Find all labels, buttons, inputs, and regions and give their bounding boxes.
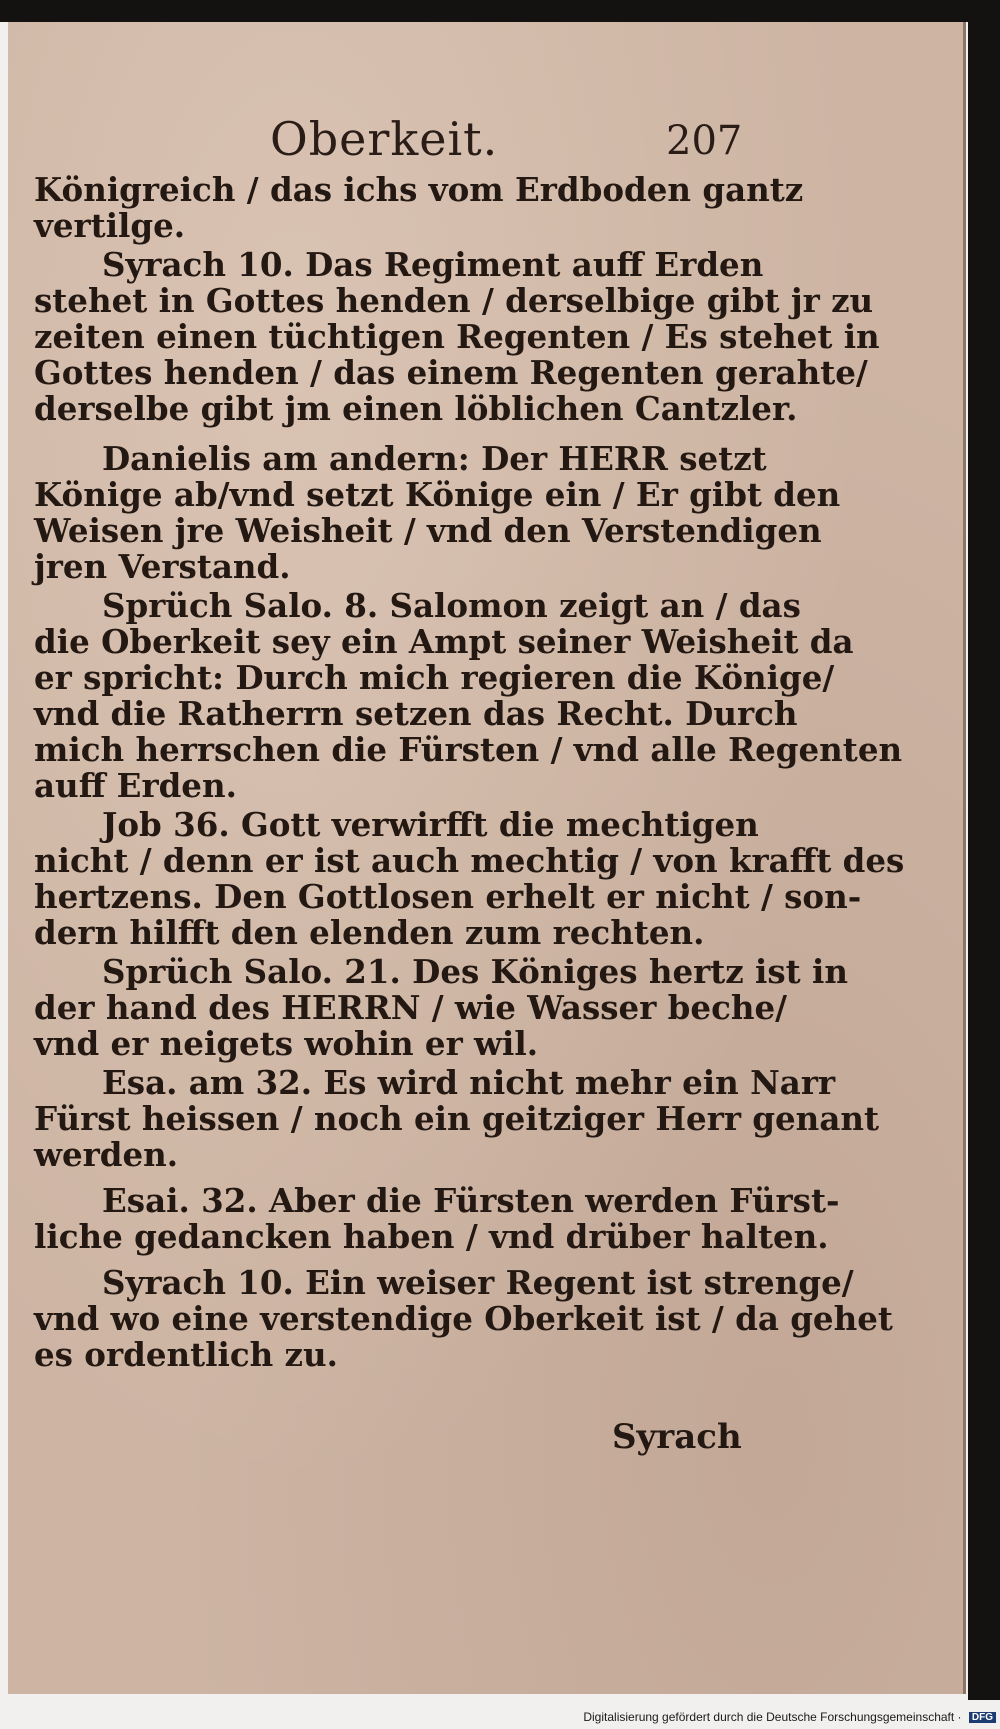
text-line: derselbe gibt jm einen löblichen Cantzler. <box>34 389 798 428</box>
text-line: vnd er neigets wohin er wil. <box>34 1024 539 1063</box>
text-line: vertilge. <box>34 206 186 245</box>
dfg-logo-icon: DFG <box>969 1712 996 1723</box>
catchword: Syrach <box>612 1417 742 1457</box>
text-block <box>34 170 905 1376</box>
text-line: vnd die Ratherrn setzen das Recht. Durch <box>34 694 798 733</box>
paragraph-7 <box>34 1063 880 1174</box>
text-line: Fürst heissen / noch ein geitziger Herr genant <box>34 1099 880 1138</box>
paragraph-3 <box>34 439 841 586</box>
text-line: mich herrschen die Fürsten / vnd alle Regenten <box>34 730 903 769</box>
scan-edge-top <box>0 0 1000 22</box>
text-line: Sprüch Salo. 21. Des Königes hertz ist in <box>102 952 848 991</box>
running-head: Oberkeit. <box>270 112 499 166</box>
text-line: nicht / denn er ist auch mechtig / von krafft des <box>34 841 905 880</box>
text-line: jren Verstand. <box>34 547 291 586</box>
text-line: stehet in Gottes henden / derselbige gibt jr zu <box>34 281 874 320</box>
text-line: die Oberkeit sey ein Ampt seiner Weisheit da <box>34 622 854 661</box>
text-line: Sprüch Salo. 8. Salomon zeigt an / das <box>102 586 801 625</box>
text-line: Syrach 10. Das Regiment auff Erden <box>102 245 764 284</box>
text-line: der hand des HERRN / wie Wasser beche/ <box>34 988 788 1027</box>
text-line: Esa. am 32. Es wird nicht mehr ein Narr <box>102 1063 836 1102</box>
paragraph-1 <box>34 170 804 245</box>
text-line: liche gedancken haben / vnd drüber halten. <box>34 1217 829 1256</box>
text-line: zeiten einen tüchtigen Regenten / Es stehet in <box>34 317 880 356</box>
text-line: er spricht: Durch mich regieren die Könige/ <box>34 658 835 697</box>
text-line: Syrach 10. Ein weiser Regent ist strenge/ <box>102 1263 854 1302</box>
paragraph-9 <box>34 1263 893 1374</box>
footer-text: Digitalisierung gefördert durch die Deutsche Forschungsgemeinschaft · <box>583 1710 962 1724</box>
paragraph-2 <box>34 245 880 428</box>
page-number: 207 <box>666 118 743 164</box>
scan-edge-right <box>968 0 1000 1700</box>
text-line: Königreich / das ichs vom Erdboden gantz <box>34 170 804 209</box>
text-line: Job 36. Gott verwirfft die mechtigen <box>102 805 759 844</box>
text-line: Weisen jre Weisheit / vnd den Verstendigen <box>34 511 822 550</box>
text-line: werden. <box>34 1135 179 1174</box>
text-line: dern hilfft den elenden zum rechten. <box>34 913 705 952</box>
text-line: es ordentlich zu. <box>34 1335 338 1374</box>
book-page <box>8 22 966 1694</box>
text-line: hertzens. Den Gottlosen erhelt er nicht / son- <box>34 877 862 916</box>
text-line: Esai. 32. Aber die Fürsten werden Fürst- <box>102 1181 840 1220</box>
text-line: Könige ab/vnd setzt Könige ein / Er gibt den <box>34 475 841 514</box>
text-line: auff Erden. <box>34 766 237 805</box>
text-line: vnd wo eine verstendige Oberkeit ist / da gehet <box>34 1299 893 1338</box>
paragraph-4 <box>34 586 903 805</box>
paragraph-6 <box>34 952 848 1063</box>
text-line: Gottes henden / das einem Regenten gerahte/ <box>34 353 868 392</box>
text-line: Danielis am andern: Der HERR setzt <box>102 439 767 478</box>
digitization-footer <box>560 1710 996 1728</box>
paragraph-8 <box>34 1181 840 1256</box>
paragraph-5 <box>34 805 905 952</box>
